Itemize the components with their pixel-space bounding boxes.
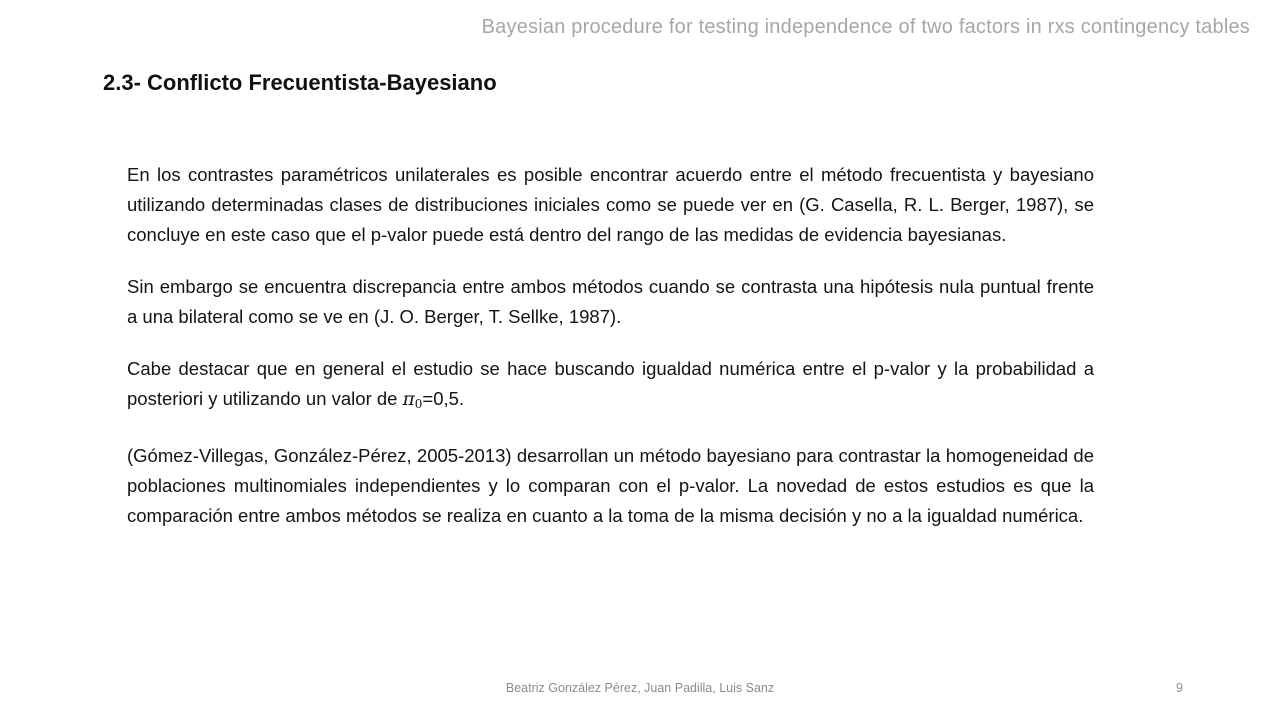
paragraph-3-value: =0,5. (422, 388, 465, 409)
section-heading: 2.3- Conflicto Frecuentista-Bayesiano (103, 70, 497, 95)
paragraph-4: (Gómez-Villegas, González-Pérez, 2005-2013) desarrollan un método bayesiano para contrastar la homogeneidad de poblaciones multinomiales independientes y lo comparan con el p-valor. La novedad de estos estudios es que la comparación entre ambos métodos se realiza en cuanto a la toma de la misma decisión y no a la igualdad numérica. (127, 445, 1094, 526)
pi-subscript: 0 (414, 397, 423, 411)
paragraph-2: Sin embargo se encuentra discrepancia entre ambos métodos cuando se contrasta una hipótesis nula puntual frente a una bilateral como se ve en (J. O. Berger, T. Sellke, 1987). (127, 276, 1094, 327)
paragraph-3-text: Cabe destacar que en general el estudio se hace buscando igualdad numérica entre el p-valor y la probabilidad a posteriori y utilizando un valor de (127, 358, 1094, 409)
paragraph-3 (127, 354, 1094, 419)
paragraph-1: En los contrastes paramétricos unilaterales es posible encontrar acuerdo entre el método frecuentista y bayesiano utilizando determinadas clases de distribuciones iniciales como se puede ver en (G. Casella, R. L. Berger, 1987), se concluye en este caso que el p-valor puede está dentro del rango de las medidas de evidencia bayesianas. (127, 164, 1094, 245)
footer-authors: Beatriz González Pérez, Juan Padilla, Luis Sanz (505, 681, 775, 695)
pi-symbol: π (402, 389, 415, 410)
slide-body (127, 160, 1094, 553)
page-number: 9 (1176, 681, 1183, 695)
presentation-title: Bayesian procedure for testing independence of two factors in rxs contingency tables (481, 16, 1250, 38)
